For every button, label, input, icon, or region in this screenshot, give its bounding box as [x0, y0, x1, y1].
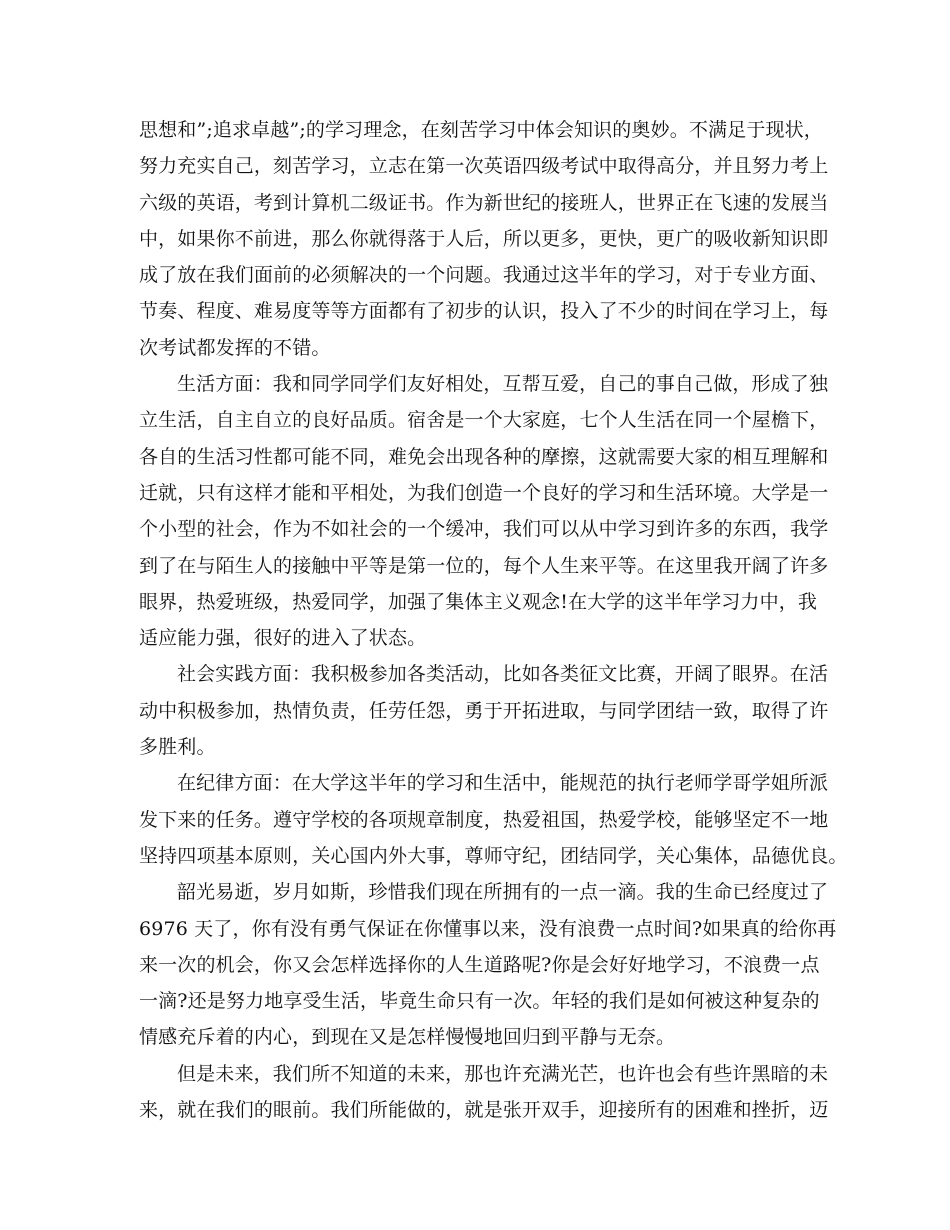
text-line: 来，就在我们的眼前。我们所能做的，就是张开双手，迎接所有的困难和挫折，迈	[139, 1099, 829, 1122]
text-line: 中，如果你不前进，那么你就得落于人后，所以更多，更快，更广的吸收新知识即	[139, 227, 829, 250]
document-body	[139, 112, 848, 1128]
paragraph-first-line: 韶光易逝，岁月如斯，珍惜我们现在所拥有的一点一滴。我的生命已经度过了	[177, 881, 829, 904]
text-line: 立生活，自主自立的良好品质。宿舍是一个大家庭，七个人生活在同一个屋檐下，	[139, 409, 829, 432]
text-line: 适应能力强，很好的进入了状态。	[139, 627, 427, 650]
paragraph-first-line: 在纪律方面：在大学这半年的学习和生活中，能规范的执行老师学哥学姐所派	[177, 772, 829, 795]
text-line: 思想和”;追求卓越”;的学习理念，在刻苦学习中体会知识的奥妙。不满足于现状，	[139, 119, 823, 141]
text-line: 迁就，只有这样才能和平相处，为我们创造一个良好的学习和生活环境。大学是一	[139, 481, 829, 504]
text-line: 次考试都发挥的不错。	[139, 336, 331, 359]
text-line: 发下来的任务。遵守学校的各项规章制度，热爱祖国，热爱学校，能够坚定不一地	[139, 808, 829, 831]
paragraph-first-line: 生活方面：我和同学同学们友好相处，互帮互爱，自己的事自己做，形成了独	[177, 373, 829, 396]
text-line: 眼界，热爱班级，热爱同学，加强了集体主义观念!在大学的这半年学习力中，我	[139, 590, 818, 613]
paragraph-first-line: 但是未来，我们所不知道的未来，那也许充满光芒，也许也会有些许黑暗的未	[177, 1062, 829, 1085]
text-line: 到了在与陌生人的接触中平等是第一位的，每个人生来平等。在这里我开阔了许多	[139, 554, 829, 577]
text-line: 6976 天了，你有没有勇气保证在你懂事以来，没有浪费一点时间?如果真的给你再	[139, 917, 837, 940]
paragraph-first-line: 社会实践方面：我积极参加各类活动，比如各类征文比赛，开阔了眼界。在活	[177, 663, 829, 686]
text-line: 成了放在我们面前的必须解决的一个问题。我通过这半年的学习，对于专业方面、	[139, 264, 829, 287]
text-line: 努力充实自己，刻苦学习，立志在第一次英语四级考试中取得高分，并且努力考上	[139, 155, 829, 178]
text-line: 动中积极参加，热情负责，任劳任怨，勇于开拓进取，与同学团结一致，取得了许	[139, 699, 829, 722]
text-line: 六级的英语，考到计算机二级证书。作为新世纪的接班人，世界正在飞速的发展当	[139, 191, 829, 214]
text-line: 来一次的机会，你又会怎样选择你的人生道路呢?你是会好好地学习，不浪费一点	[139, 953, 820, 976]
text-line: 一滴?还是努力地享受生活，毕竟生命只有一次。年轻的我们是如何被这种复杂的	[139, 990, 820, 1013]
text-line: 个小型的社会，作为不如社会的一个缓冲，我们可以从中学习到许多的东西，我学	[139, 518, 829, 541]
text-line: 坚持四项基本原则，关心国内外大事，尊师守纪，团结同学，关心集体，品德优良。	[139, 844, 848, 867]
text-line: 各自的生活习性都可能不同，难免会出现各种的摩擦，这就需要大家的相互理解和	[139, 445, 829, 468]
text-line: 多胜利。	[139, 736, 216, 759]
text-line: 节奏、程度、难易度等等方面都有了初步的认识，投入了不少的时间在学习上，每	[139, 300, 829, 323]
text-line: 情感充斥着的内心，到现在又是怎样慢慢地回归到平静与无奈。	[139, 1026, 676, 1049]
